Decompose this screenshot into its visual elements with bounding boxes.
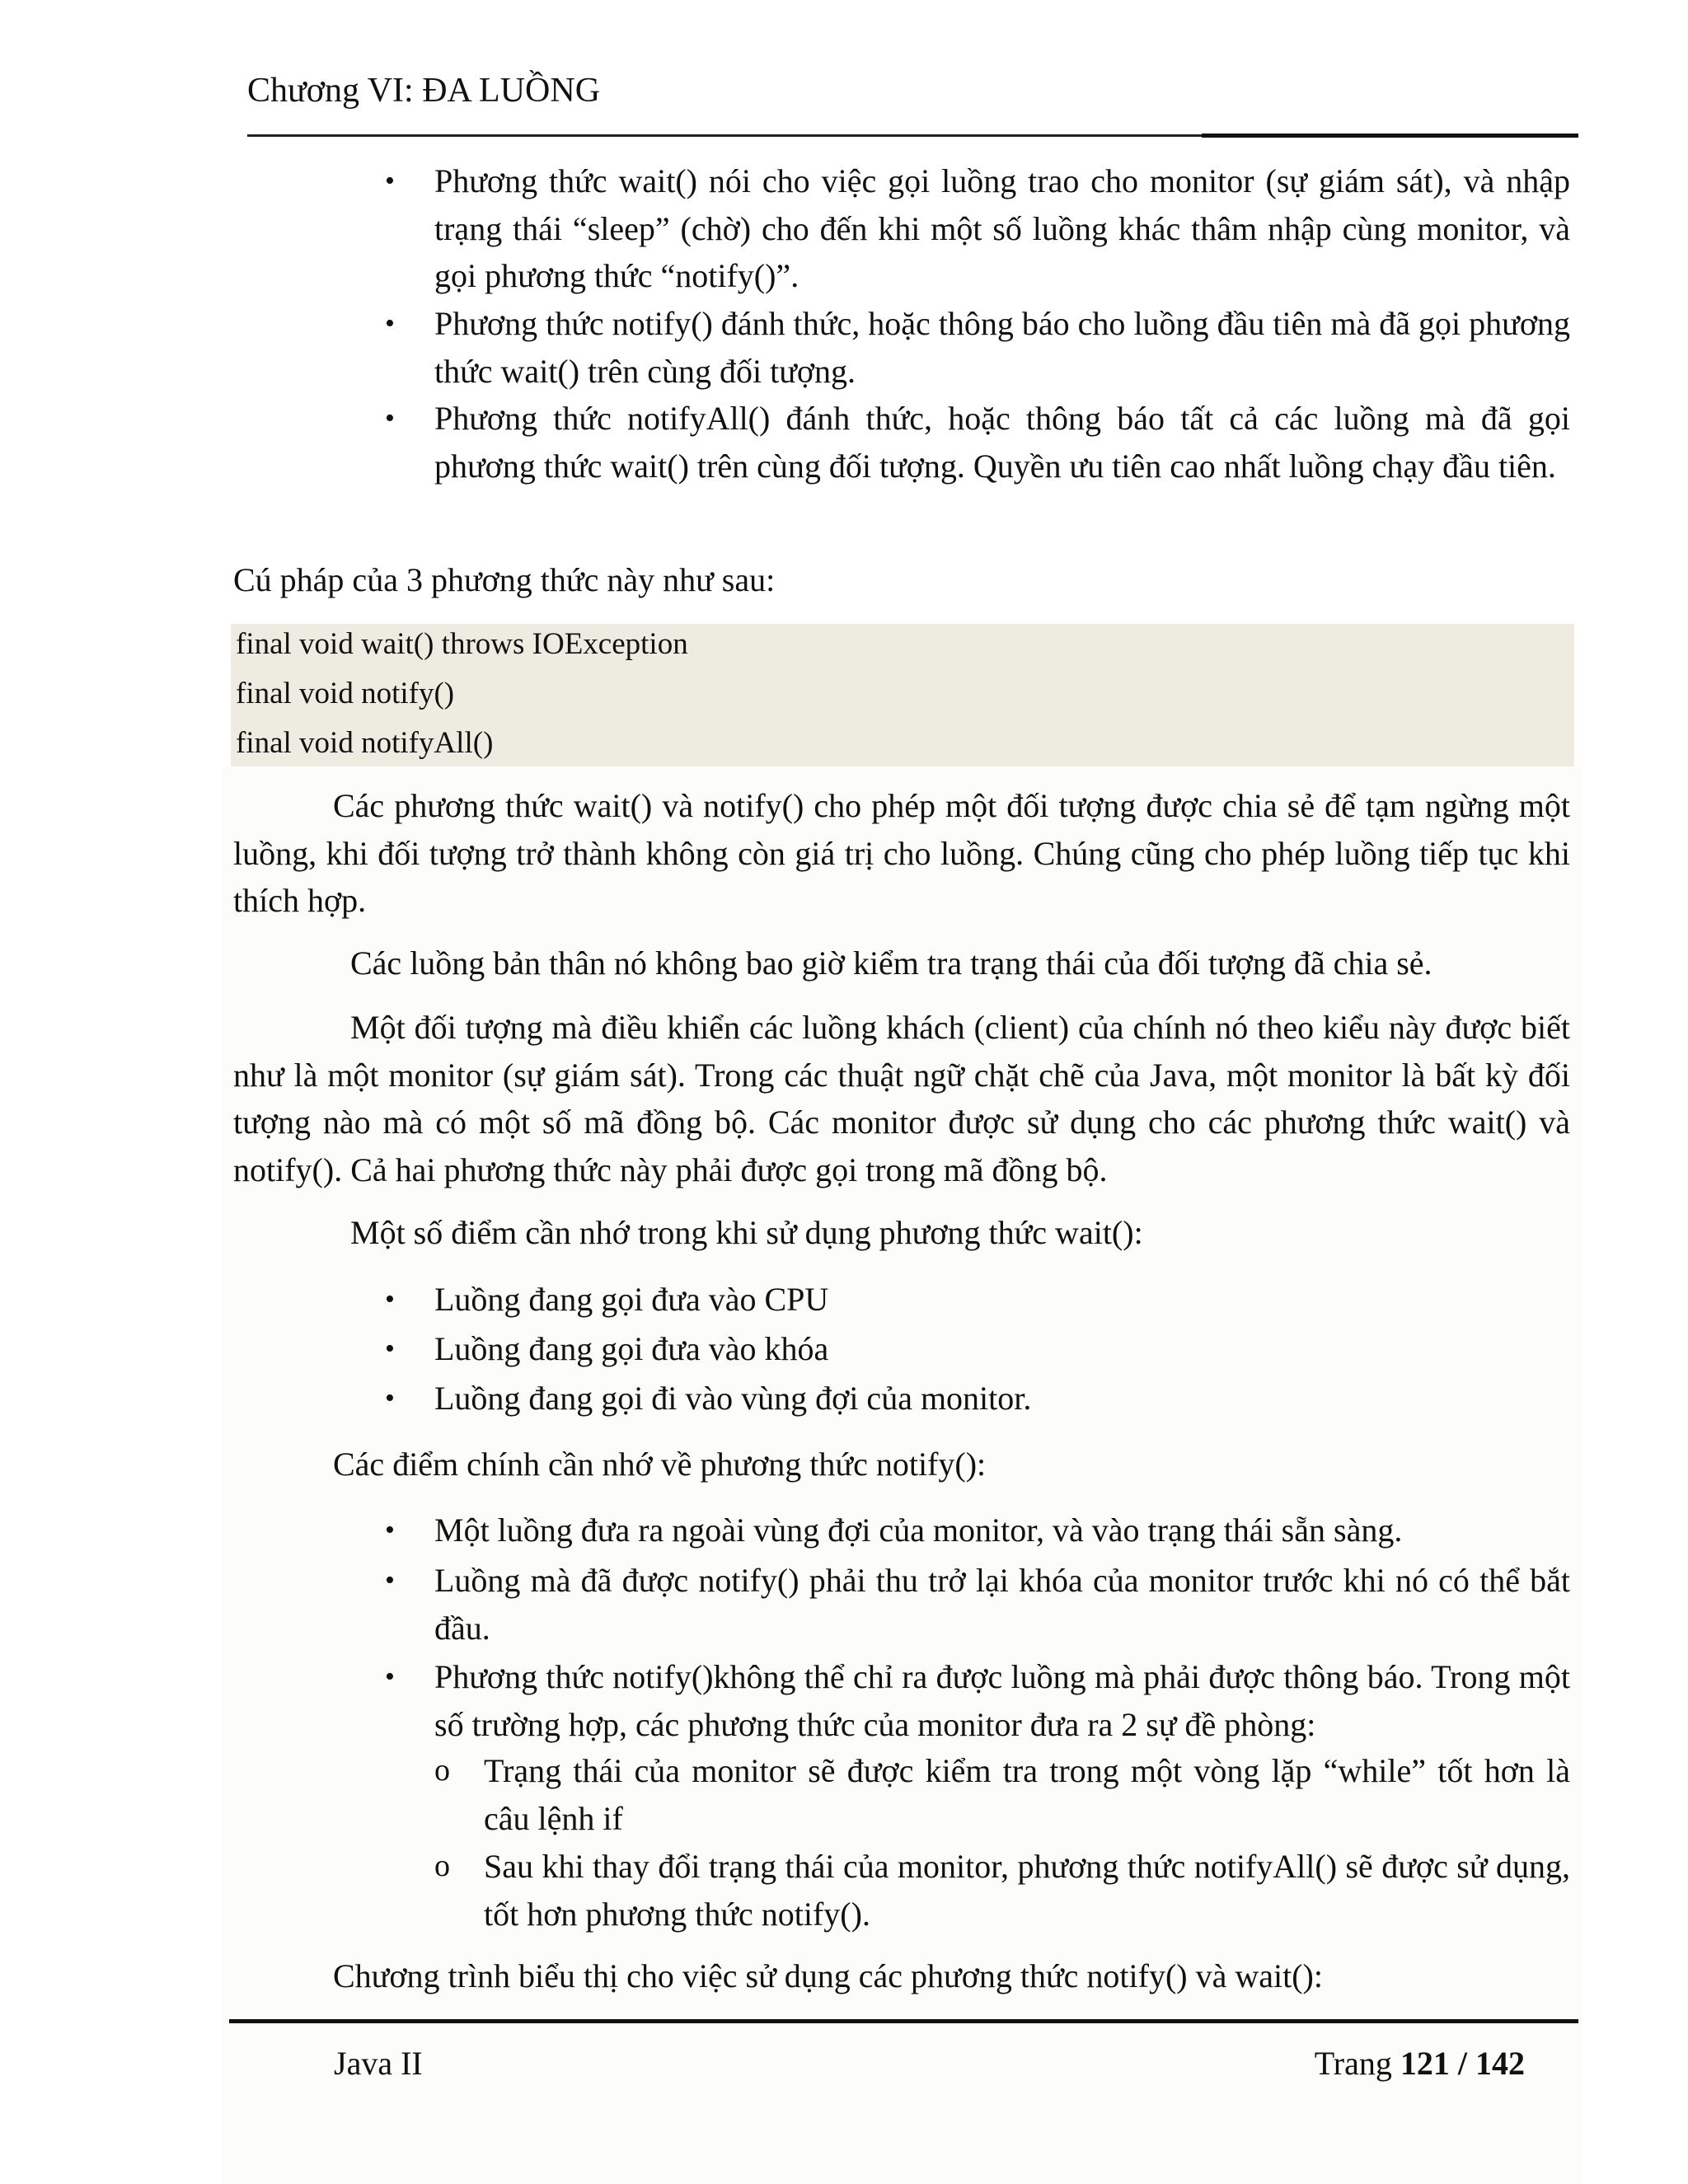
bullet-icon: • <box>385 1565 395 1596</box>
page-total: 142 <box>1475 2045 1525 2082</box>
wait-point: Luồng đang gọi đưa vào CPU <box>434 1281 829 1318</box>
bullet-icon: • <box>385 1515 395 1545</box>
sub-bullet-icon: o <box>434 1849 450 1883</box>
syntax-intro: Cú pháp của 3 phương thức này như sau: <box>233 561 776 598</box>
bullet-wait-description: Phương thức wait() nói cho việc gọi luồng trao cho monitor (sự giám sát), và nhập trạng thái “sleep” (chờ) cho đến khi một số luồng khác thâm nhập cùng monitor, và gọi phương thức “notify()”. <box>434 162 1570 294</box>
notify-point: Một luồng đưa ra ngoài vùng đợi của monitor, và vào trạng thái sẵn sàng. <box>434 1511 1403 1549</box>
paragraph-wait-notify: Các phương thức wait() và notify() cho phép một đối tượng được chia sẻ để tạm ngừng một luồng, khi đối tượng trở thành không còn giá trị cho luồng. Chúng cũng cho phép luồng tiếp tục khi thích hợp. <box>233 787 1570 919</box>
page-number <box>1315 2040 1525 2088</box>
wait-points-intro: Một số điểm cần nhớ trong khi sử dụng phương thức wait(): <box>350 1214 1143 1251</box>
bullet-icon: • <box>385 308 395 339</box>
bullet-icon: • <box>385 1661 395 1692</box>
code-line: final void wait() throws IOException <box>236 627 688 661</box>
bullet-icon: • <box>385 1333 395 1364</box>
bullet-icon: • <box>385 403 395 434</box>
sub-point: Trạng thái của monitor sẽ được kiểm tra trong một vòng lặp “while” tốt hơn là câu lệnh if <box>484 1752 1570 1837</box>
header-rule-accent <box>1202 134 1578 138</box>
bullet-icon: • <box>385 166 395 196</box>
page-current: 121 <box>1400 2045 1450 2082</box>
closing-line: Chương trình biểu thị cho việc sử dụng các phương thức notify() và wait(): <box>333 1957 1323 1994</box>
bullet-icon: • <box>385 1383 395 1413</box>
bullet-icon: • <box>385 1284 395 1315</box>
chapter-title: Chương VI: ĐA LUỒNG <box>247 72 601 110</box>
page-separator: / <box>1457 2045 1467 2082</box>
bullet-notifyall-description: Phương thức notifyAll() đánh thức, hoặc thông báo tất cả các luồng mà đã gọi phương thức wait() trên cùng đối tượng. Quyền ưu tiên cao nhất luồng chạy đầu tiên. <box>434 400 1570 485</box>
bullet-notify-description: Phương thức notify() đánh thức, hoặc thông báo cho luồng đầu tiên mà đã gọi phương thức wait() trên cùng đối tượng. <box>434 305 1570 390</box>
code-line: final void notify() <box>236 677 455 710</box>
notify-point: Luồng mà đã được notify() phải thu trở lại khóa của monitor trước khi nó có thể bắt đầu. <box>434 1562 1570 1647</box>
header-rule <box>247 134 1202 137</box>
notify-point: Phương thức notify()không thể chỉ ra được luồng mà phải được thông báo. Trong một số trường hợp, các phương thức của monitor đưa ra 2 sự đề phòng: <box>434 1658 1570 1743</box>
code-line: final void notifyAll() <box>236 726 494 760</box>
wait-point: Luồng đang gọi đi vào vùng đợi của monitor. <box>434 1380 1032 1417</box>
sub-bullet-icon: o <box>434 1753 450 1788</box>
footer-course-name: Java II <box>334 2045 423 2082</box>
page-label: Trang <box>1314 2045 1392 2082</box>
sub-point: Sau khi thay đổi trạng thái của monitor, phương thức notifyAll() sẽ được sử dụng, tốt hơn phương thức notify(). <box>484 1848 1570 1933</box>
wait-point: Luồng đang gọi đưa vào khóa <box>434 1330 829 1367</box>
notify-points-intro: Các điểm chính cần nhớ về phương thức notify(): <box>333 1446 987 1483</box>
paragraph-threads-state: Các luồng bản thân nó không bao giờ kiểm tra trạng thái của đối tượng đã chia sẻ. <box>350 944 1432 982</box>
footer-rule <box>229 2019 1578 2023</box>
paragraph-monitor: Một đối tượng mà điều khiển các luồng khách (client) của chính nó theo kiểu này được biết như là một monitor (sự giám sát). Trong các thuật ngữ chặt chẽ của Java, một monitor là bất kỳ đối tượng nào mà có một số mã đồng bộ. Các monitor được sử dụng cho các phương thức wait() và notify(). Cả hai phương thức này phải được gọi trong mã đồng bộ. <box>233 1009 1570 1188</box>
